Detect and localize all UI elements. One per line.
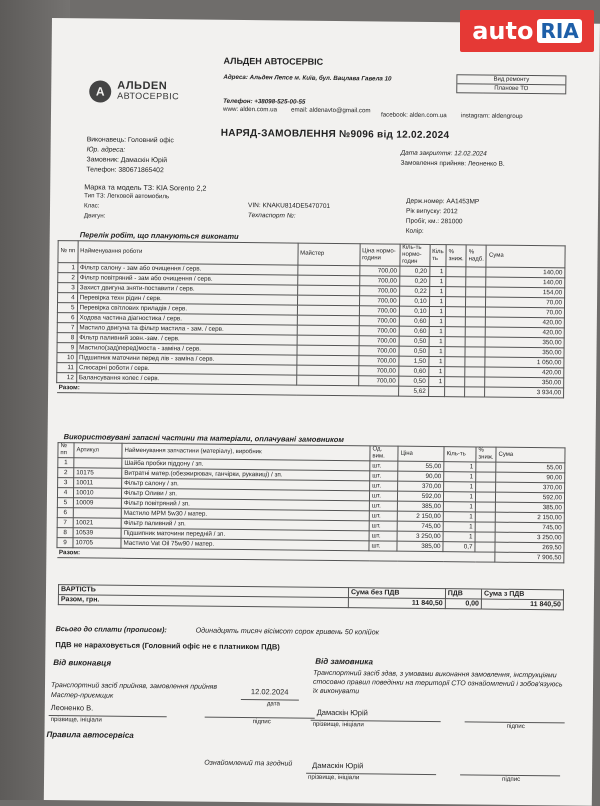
table-cell: 700,00: [359, 346, 399, 356]
table-cell: 1: [429, 346, 446, 356]
table-cell: [476, 472, 496, 482]
works-col-discount: % зниж.: [446, 245, 466, 267]
table-cell: [466, 287, 486, 297]
table-cell: 1: [443, 502, 475, 512]
parts-col-sum: Сума: [496, 447, 565, 463]
table-cell: 1: [429, 336, 446, 346]
table-cell: 7: [57, 518, 73, 528]
table-cell: Слюсарні роботи / серв.: [76, 363, 296, 375]
logo-a-icon: A: [89, 80, 111, 102]
table-cell: 700,00: [359, 306, 399, 316]
table-cell: 3: [58, 478, 74, 488]
table-cell: Фільтр салону / зп.: [122, 478, 370, 491]
table-cell: [296, 365, 358, 376]
table-cell: [297, 265, 359, 276]
table-cell: [465, 347, 485, 357]
rules-text: Ознайомлений та згодний: [204, 759, 293, 768]
executor-name: Леоненко В.: [50, 703, 94, 713]
works-body: [57, 263, 565, 388]
table-cell: Мастило(зад)перед)моста - заміна / серв.: [77, 343, 297, 355]
table-cell: [297, 285, 359, 296]
parts-col-article: Артикул: [74, 443, 122, 459]
table-cell: 8: [57, 528, 73, 538]
vat-note: ПДВ не нараховується (Головний офіс не є платником ПДВ): [55, 640, 280, 652]
table-cell: 140,00: [486, 267, 565, 278]
table-cell: 592,00: [397, 491, 443, 501]
rules-sign-label: підпис: [502, 775, 521, 783]
table-cell: Фільтр повітряний / зп.: [121, 498, 369, 511]
table-cell: 700,00: [358, 366, 398, 376]
table-cell: 10021: [73, 518, 121, 529]
works-col-markup: % надб.: [466, 245, 486, 267]
table-cell: [475, 522, 495, 532]
table-cell: 1: [443, 512, 475, 522]
table-cell: [445, 317, 465, 327]
customer-sign-title: Від замовника: [315, 656, 373, 667]
works-title: Перелік робіт, що плануються виконати: [79, 230, 239, 241]
table-cell: 350,00: [485, 347, 564, 358]
table-cell: [445, 357, 465, 367]
table-cell: 0,60: [398, 366, 428, 376]
cost-col-vat: ПДВ: [445, 589, 481, 599]
table-cell: [446, 287, 466, 297]
table-cell: 420,00: [485, 367, 564, 378]
table-cell: 1: [429, 316, 446, 326]
table-cell: 700,00: [358, 356, 398, 366]
table-cell: Мастило MPM 5w30 / матер.: [121, 508, 369, 521]
vehicle-year: Рік випуску: 2012: [405, 207, 458, 216]
works-col-sum: Сума: [486, 245, 565, 268]
table-cell: 70,00: [486, 307, 565, 318]
cost-col-with-vat: Сума з ПДВ: [482, 589, 564, 600]
table-cell: [297, 295, 359, 306]
vehicle-techpassport: Техпаспорт №:: [247, 212, 296, 220]
cost-with-vat: 11 840,50: [481, 599, 563, 610]
table-cell: 1 050,00: [485, 357, 564, 368]
table-cell: 745,00: [495, 522, 564, 533]
table-cell: 269,50: [495, 542, 564, 553]
table-cell: шт.: [369, 511, 397, 521]
table-cell: 700,00: [359, 276, 399, 286]
table-cell: 0,22: [399, 286, 429, 296]
parts-total-label: Разом:: [57, 548, 495, 563]
cost-table: [58, 584, 564, 610]
table-cell: 1: [429, 326, 446, 336]
table-cell: 592,00: [496, 492, 565, 503]
table-cell: 0,50: [399, 336, 429, 346]
table-cell: 1: [429, 286, 446, 296]
table-cell: [445, 307, 465, 317]
watermark-right: RIA: [537, 19, 581, 43]
parts-col-no: № пп: [58, 443, 74, 458]
table-cell: [445, 377, 465, 387]
invoice-document: [44, 18, 600, 806]
executor-sign-text: Транспортний засіб прийняв, замовлення прийняв: [50, 682, 218, 691]
table-cell: Фільтр паливний зовн.-зам. / серв.: [77, 333, 297, 345]
works-col-no: № пп: [58, 241, 78, 263]
table-cell: шт.: [369, 531, 397, 541]
table-cell: 90,00: [398, 471, 444, 481]
table-cell: [466, 307, 486, 317]
parts-total-sum: 7 906,50: [495, 552, 564, 563]
table-cell: 4: [57, 488, 73, 498]
table-cell: 700,00: [359, 286, 399, 296]
table-cell: 10175: [74, 468, 122, 479]
works-col-qty: Кіль ть: [430, 244, 447, 266]
table-cell: Витратні матер.(обезжирювач, ганчірки, рукавиці) / зп.: [122, 468, 370, 481]
table-cell: 385,00: [495, 502, 564, 513]
company-www: www: alden.com.ua: [223, 105, 278, 114]
customer-phone-line: Телефон: 380671865402: [86, 166, 164, 175]
executor-date-value: 12.02.2024: [250, 687, 289, 697]
vehicle-plate: Держ.номер: AA1453MP: [406, 197, 480, 206]
table-cell: [445, 337, 465, 347]
table-cell: Ходова частина діагностика / серв.: [77, 313, 297, 325]
table-cell: 1: [444, 482, 476, 492]
customer-name-label: прізвище, ініціали: [312, 720, 364, 729]
table-cell: 9: [57, 538, 73, 548]
table-cell: 2: [58, 273, 78, 283]
table-cell: 9: [57, 343, 77, 353]
table-cell: 10: [57, 353, 77, 363]
table-cell: 55,00: [398, 461, 444, 471]
table-cell: 0,60: [399, 316, 429, 326]
table-cell: шт.: [369, 521, 397, 531]
parts-table: [56, 442, 565, 563]
company-facebook: facebook: alden.com.ua: [380, 111, 447, 120]
table-cell: шт.: [370, 461, 398, 471]
table-cell: 1: [444, 472, 476, 482]
parts-col-discount: % зниж.: [476, 447, 496, 462]
table-cell: шт.: [369, 501, 397, 511]
table-cell: Мастило двигуна та фільтр мастила - зам. / серв.: [77, 323, 297, 335]
table-cell: 1: [443, 492, 475, 502]
table-cell: [475, 532, 495, 542]
table-cell: [445, 327, 465, 337]
logo-text: [117, 81, 179, 102]
executor-sign-title: Від виконавця: [53, 658, 112, 668]
table-cell: 420,00: [486, 317, 565, 328]
table-cell: [446, 267, 466, 277]
table-cell: Фільтр Оливи / зп.: [121, 488, 369, 501]
closed-date-line: Дата закриття: 12.02.2024: [400, 149, 487, 158]
table-cell: 0,50: [398, 376, 428, 386]
table-cell: 700,00: [359, 266, 399, 276]
company-instagram: instagram: aldengroup: [460, 112, 523, 120]
executor-master-label: Мастер-приємщик: [50, 692, 114, 700]
table-cell: 0,50: [399, 346, 429, 356]
table-cell: [475, 542, 495, 552]
cost-row-label: Разом, грн.: [58, 595, 348, 608]
table-cell: [466, 267, 486, 277]
table-cell: шт.: [369, 491, 397, 501]
table-cell: 2 150,00: [397, 511, 443, 521]
table-cell: 4: [58, 293, 78, 303]
table-cell: [297, 325, 359, 336]
cost-title: ВАРТІСТЬ: [58, 585, 348, 598]
works-col-name: Найменування роботи: [78, 241, 298, 265]
customer-line: Замовник: Дамаскін Юрій: [86, 156, 168, 165]
table-cell: 3 250,00: [397, 531, 443, 541]
table-cell: 0,20: [399, 276, 429, 286]
table-cell: 370,00: [496, 482, 565, 493]
rules-name-label: прізвище, ініціали: [308, 773, 360, 782]
table-cell: 385,00: [397, 541, 443, 551]
legal-address-line: Юр. адреса:: [86, 146, 126, 154]
table-cell: 1,50: [398, 356, 428, 366]
table-cell: 350,00: [485, 337, 564, 348]
table-cell: Перевірка техн рідин / серв.: [77, 293, 297, 305]
parts-title: Використовувані запасні частини та матеріали, оплачувані замовником: [63, 432, 344, 445]
page-title: НАРЯД-ЗАМОВЛЕННЯ №9096 від 12.02.2024: [220, 127, 450, 142]
table-cell: [74, 458, 122, 469]
table-cell: [465, 377, 485, 387]
table-cell: 1: [443, 532, 475, 542]
executor-sign-label: підпис: [252, 718, 271, 726]
table-cell: 1: [443, 522, 475, 532]
table-cell: 0,10: [399, 296, 429, 306]
table-cell: Балансування колес / серв.: [76, 373, 296, 385]
table-cell: [445, 347, 465, 357]
table-cell: 1: [58, 263, 78, 273]
vehicle-mileage: Пробіг, км.: 281000: [405, 217, 463, 226]
works-col-price: Ціна нормо-години: [360, 244, 400, 266]
table-cell: [296, 355, 358, 366]
table-cell: [476, 482, 496, 492]
vehicle-engine: Двигун:: [83, 212, 106, 220]
table-cell: 2 150,00: [495, 512, 564, 523]
parts-col-price: Ціна: [398, 446, 444, 461]
table-cell: [466, 297, 486, 307]
table-cell: 700,00: [358, 376, 398, 386]
table-cell: [296, 375, 358, 386]
logo-sub: АВТОСЕРВІС: [117, 90, 180, 102]
works-total-label: Разом:: [57, 383, 399, 397]
table-cell: [297, 305, 359, 316]
table-cell: 1: [444, 462, 476, 472]
table-cell: 2: [58, 468, 74, 478]
rules-title: Правила автосервіса: [46, 729, 134, 740]
table-cell: 350,00: [485, 377, 564, 388]
table-cell: 90,00: [496, 472, 565, 483]
repair-kind-value: Плановe ТО: [457, 83, 565, 93]
table-cell: [465, 357, 485, 367]
table-cell: 5: [57, 498, 73, 508]
table-cell: Фільтр повітряний - зам або очищення / серв.: [77, 273, 297, 285]
payment-words: Одинадцять тисяч вісімсот сорок гривень 50 копійок: [195, 625, 380, 637]
vehicle-type: Тип ТЗ: Легковой автомобиль: [84, 192, 170, 201]
parts-col-name: Найменування запчастини (матеріалу), виробник: [122, 443, 370, 461]
works-total-sum: 3 934,00: [485, 387, 564, 398]
table-cell: 1: [429, 276, 446, 286]
table-cell: [465, 327, 485, 337]
company-address: Адреса: Альден Лепсе м. Київ, бул. Вацлава Гавела 10: [223, 73, 392, 83]
table-cell: 0,7: [443, 542, 475, 552]
table-cell: 55,00: [496, 462, 565, 473]
table-cell: [465, 317, 485, 327]
table-cell: 1: [429, 266, 446, 276]
table-cell: [475, 502, 495, 512]
table-cell: [297, 275, 359, 286]
works-table: [56, 240, 566, 398]
table-cell: 6: [57, 313, 77, 323]
table-cell: 140,00: [486, 277, 565, 288]
table-cell: 70,00: [486, 297, 565, 308]
customer-name: Дамаскін Юрій: [316, 707, 368, 718]
table-cell: 700,00: [359, 296, 399, 306]
works-col-hours: Кіль-ть нормо-годин: [400, 244, 430, 266]
table-cell: 7: [57, 323, 77, 333]
parts-col-qty: Кіль-ть: [444, 447, 476, 462]
table-cell: 1: [428, 356, 445, 366]
table-cell: 3 250,00: [495, 532, 564, 543]
table-cell: 11: [57, 363, 77, 373]
table-cell: 1: [429, 306, 446, 316]
table-cell: 8: [57, 333, 77, 343]
table-cell: 5: [57, 303, 77, 313]
vehicle-vin: VIN: KNAKU814DE5470701: [248, 202, 331, 210]
executor-date-label: дата: [266, 700, 280, 708]
table-cell: 0,20: [399, 266, 429, 276]
table-cell: [475, 492, 495, 502]
table-cell: [475, 512, 495, 522]
table-cell: 1: [58, 458, 74, 468]
vehicle-color: Колір:: [405, 227, 424, 235]
customer-sign-text: Транспортний засіб здав, з умовами виконання замовлення, інструкціями стосовно правил поведінки на території СТО ознайомлений і зобов'язуюсь їх виконувати: [312, 669, 563, 696]
table-cell: [297, 315, 359, 326]
repair-kind-label: Вид ремонту: [493, 76, 530, 84]
table-cell: 10009: [73, 498, 121, 509]
vehicle-class: Клас:: [83, 202, 100, 210]
table-cell: Шайба пробки піддону / зп.: [122, 458, 370, 471]
company-phone: Телефон: +38098-525-00-55: [223, 97, 306, 106]
table-cell: 6: [57, 508, 73, 518]
parts-col-unit: Од. вим.: [370, 446, 398, 461]
table-cell: 700,00: [359, 316, 399, 326]
cost-col-no-vat: Сума без ПДВ: [348, 588, 445, 599]
table-cell: 3: [58, 283, 78, 293]
table-cell: [465, 367, 485, 377]
company-name: АЛЬДЕН АВТОСЕРВІС: [223, 55, 324, 67]
table-cell: 1: [429, 296, 446, 306]
table-cell: 10010: [73, 488, 121, 499]
payment-words-label: Всього до сплати (прописом):: [55, 624, 167, 635]
works-col-master: Майстер: [298, 243, 360, 266]
table-cell: [465, 337, 485, 347]
table-cell: [445, 367, 465, 377]
table-cell: [446, 297, 466, 307]
table-cell: Фільтр паливний / зп.: [121, 518, 369, 531]
table-cell: шт.: [370, 471, 398, 481]
table-cell: 154,00: [486, 287, 565, 298]
table-cell: 0,60: [399, 326, 429, 336]
rules-name: Дамаскін Юрій: [312, 760, 364, 771]
table-cell: 370,00: [398, 481, 444, 491]
table-cell: 10539: [73, 528, 121, 539]
order-accepted-line: Замовлення прийняв: Леоненко В.: [400, 159, 505, 168]
cost-no-vat: 11 840,50: [348, 598, 445, 609]
table-cell: 745,00: [397, 521, 443, 531]
table-cell: 1: [428, 376, 445, 386]
table-cell: Підшипник маточини перед лів - заміна / серв.: [77, 353, 297, 365]
table-cell: шт.: [370, 481, 398, 491]
vehicle-model: Марка та модель ТЗ: KIA Sorento 2,2: [84, 182, 207, 193]
table-cell: Перевірка світлових приладів / серв.: [77, 303, 297, 315]
table-cell: 10011: [74, 478, 122, 489]
cost-vat: 0,00: [445, 599, 481, 609]
table-cell: [476, 462, 496, 472]
repair-kind-box: [456, 74, 566, 94]
table-cell: [297, 345, 359, 356]
table-cell: Мастило Vat Oil 75w90 / матер.: [121, 538, 369, 551]
table-cell: Фільтр салону - зам або очищення / серв.: [77, 263, 297, 275]
table-cell: 12: [57, 373, 77, 383]
autoria-watermark: [460, 10, 594, 52]
table-cell: [73, 508, 121, 519]
table-cell: шт.: [369, 541, 397, 551]
table-cell: [297, 335, 359, 346]
table-cell: Захист двигуна зняти-поставити / серв.: [77, 283, 297, 295]
watermark-left: auto: [472, 17, 534, 45]
table-cell: 420,00: [486, 327, 565, 338]
table-cell: [446, 277, 466, 287]
logo-main: АЛЬDEN: [117, 79, 168, 93]
table-cell: 10705: [73, 538, 121, 549]
table-cell: 0,10: [399, 306, 429, 316]
table-cell: 385,00: [397, 501, 443, 511]
table-cell: Підшипник маточини передній / зп.: [121, 528, 369, 541]
table-cell: 700,00: [359, 336, 399, 346]
customer-sign-label: підпис: [506, 722, 525, 730]
parts-body: [57, 458, 565, 553]
company-email: email: aldenavto@gmail.com: [291, 106, 371, 115]
table-cell: [466, 277, 486, 287]
works-total-hours: 5,62: [398, 386, 428, 396]
table-cell: 700,00: [359, 326, 399, 336]
executor-line: Виконавець: Головний офіс: [86, 136, 174, 145]
executor-name-label: прізвище, ініціали: [50, 716, 102, 724]
table-cell: 1: [428, 366, 445, 376]
